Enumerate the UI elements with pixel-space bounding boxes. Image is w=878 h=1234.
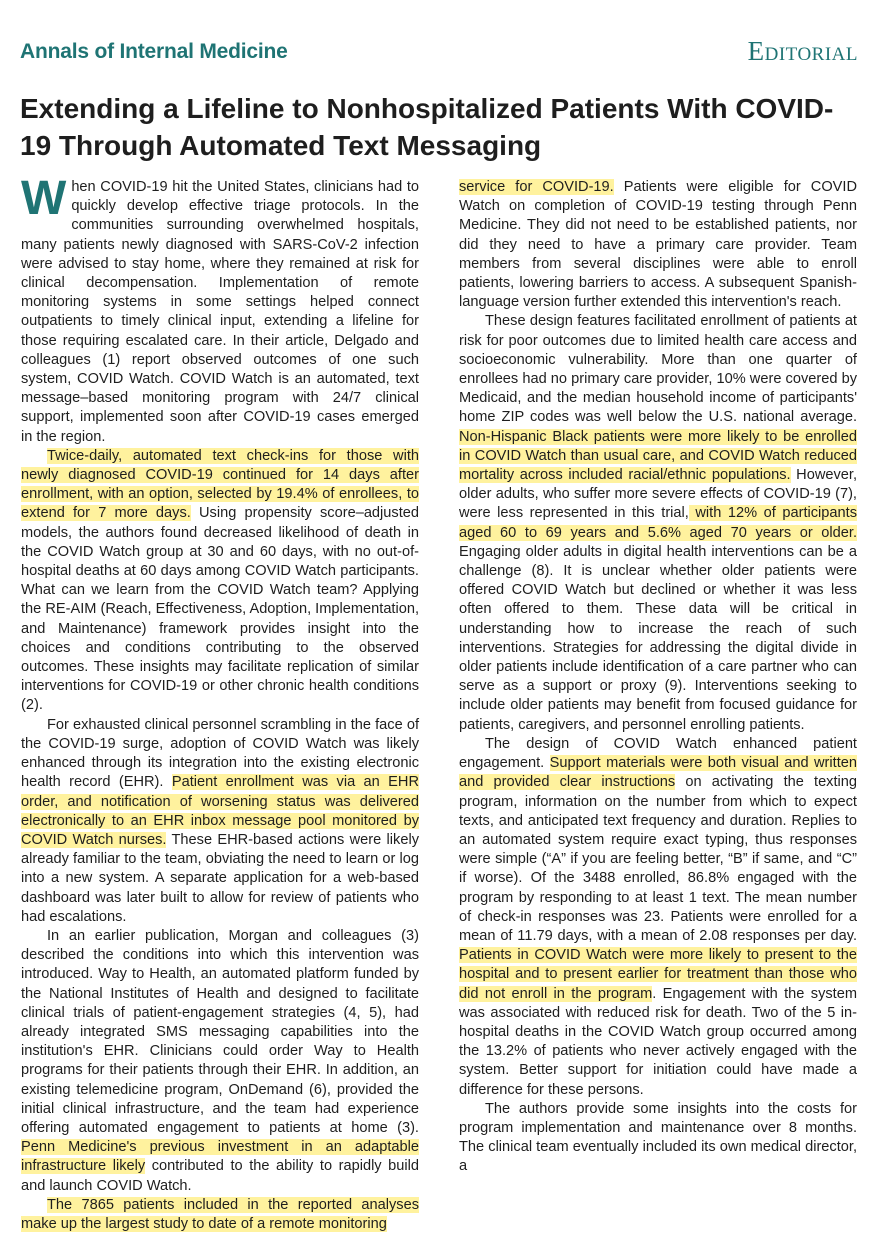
highlighted-text: Penn Medicine's previous investment in an adaptable infrastructure likely — [21, 1139, 419, 1175]
paragraph-text: on activating the texting program, information on the number from which to expect texts, and anticipated text frequency and duration. Replies to an automated system require exact typing, thus responses were simple (“A” if you are feeling better, “B” if same, and “C” if worse). Of the 3488 enrolled, 86.8% engaged with the program by responding to at least 1 text. The mean number of check-in responses was 23. Patients were enrolled for a mean of 11.79 days, with a mean of 2.08 responses per day. — [459, 774, 858, 944]
paragraph-text: These EHR-based actions were likely already familiar to the team, obviating the need to learn or log into a new system. A separate application for a web-based dashboard was later built to allow for review of patients who had escalations. — [21, 831, 419, 925]
section-label: Editorial — [747, 36, 858, 66]
highlighted-text: Twice-daily, automated text check-ins for those with newly diagnosed COVID-19 continued for 14 days after enrollment, with an option, selected by 19.4% of enrollees, to extend for 7 more days. — [21, 447, 419, 522]
paragraph — [21, 1196, 419, 1234]
right-column — [459, 178, 857, 1177]
paragraph-text: For exhausted clinical personnel scrambling in the face of the COVID-19 surge, adoption of COVID Watch was likely enhanced through its integration into the existing electronic health record (EHR). — [21, 716, 419, 791]
paragraph — [459, 1100, 857, 1177]
highlighted-text: Patients in COVID Watch were more likely to present to the hospital and to present earlier for treatment than those who did not enroll in the program — [459, 947, 857, 1002]
paragraph — [21, 447, 419, 716]
highlighted-text: Support materials were both visual and written and provided clear instructions — [459, 755, 857, 791]
paragraph — [21, 927, 419, 1196]
paragraph — [459, 312, 857, 734]
highlighted-text: Patient enrollment was via an EHR order, and notification of worsening status was delivered electronically to an EHR inbox message pool monitored by COVID Watch nurses. — [21, 774, 419, 848]
paragraph-text: . Engagement with the system was associated with reduced risk for death. Two of the 5 in-hospital deaths in the COVID Watch group occurred among the 13.2% of patients who never actively engaged with the system. Better support for initiation could have made a difference for these persons. — [459, 985, 857, 1098]
paragraph-text: These design features facilitated enrollment of patients at risk for poor outcomes due to limited health care access and socioeconomic vulnerability. More than one quarter of enrollees had no primary care provider, 10% were covered by Medicaid, and the median household income of participants' home ZIP codes was well below the U.S. national average. — [459, 313, 857, 426]
drop-cap: W — [21, 172, 67, 225]
paragraph-continued — [459, 178, 857, 312]
left-column — [21, 172, 420, 1234]
paragraph-text: Using propensity score–adjusted models, the authors found decreased likelihood of death in the COVID Watch group at 30 and 60 days, with no out-of-hospital deaths at 60 days among COVID Watch participants. What can we learn from the COVID Watch team? Applying the RE-AIM (Reach, Effectiveness, Adoption, Implementation, and Maintenance) framework provides insight into the choices and conditions contributing to the observed outcomes. These insights may facilitate replication of similar interventions for COVID-19 or other chronic health conditions (2). — [21, 505, 420, 714]
paragraph-text: Patients were eligible for COVID Watch on completion of COVID-19 testing through Penn Medicine. They did not need to be established patients, nor did they need to have a primary care provider. Team members from several disciplines were able to enroll patients, lowering barriers to access. A subsequent Spanish-language version further extended this intervention's reach. — [459, 179, 857, 311]
highlighted-text: The 7865 patients included in the reported analyses make up the largest study to date of a remote monitoring — [21, 1196, 419, 1232]
highlighted-text: with 12% of participants aged 60 to 69 years and 5.6% aged 70 years or older. — [459, 505, 857, 541]
article-title: Extending a Lifeline to Nonhospitalized Patients With COVID-19 Through Automated Text Messaging — [20, 93, 834, 161]
journal-name: Annals of Internal Medicine — [20, 40, 288, 63]
highlighted-text: Non-Hispanic Black patients were more likely to be enrolled in COVID Watch than usual care, and COVID Watch reduced mortality across included racial/ethnic populations. — [459, 428, 857, 484]
paragraph-text: The authors provide some insights into the costs for program implementation and maintenance over 8 months. The clinical team eventually included its own medical director, a — [459, 1100, 857, 1175]
highlighted-text: service for COVID-19. — [459, 179, 614, 195]
paragraph-text: In an earlier publication, Morgan and colleagues (3) described the conditions into which this intervention was introduced. Way to Health, an automated platform funded by the National Institutes of Health and designed to facilitate clinical trials of patient-engagement strategies (4, 5), had already integrated SMS messaging capabilities into the institution's EHR. Clinicians could order Way to Health programs for their patients through their EHR. In addition, an existing telemedicine program, OnDemand (6), provided the initial clinical infrastructure, and the team had experience offering automated engagement to patients at home (3). — [21, 927, 419, 1136]
paragraph-intro — [21, 172, 419, 447]
paragraph — [459, 735, 857, 1100]
paragraph-text: contributed to the ability to rapidly build and launch COVID Watch. — [21, 1158, 419, 1194]
paragraph-text: Engaging older adults in digital health interventions can be a challenge (8). It is unclear whether older patients were offered COVID Watch but declined or whether it was less often offered to them. These data will be critical in understanding how to increase the reach of such interventions. Strategies for addressing the digital divide in older patients include identification of a care partner who can serve as a support or proxy (9). Interventions seeking to include older patients may benefit from focused guidance for patients, caregivers, and personnel enrolling patients. — [459, 543, 857, 733]
paragraph-text: The design of COVID Watch enhanced patient engagement. — [459, 735, 857, 772]
paragraph-text: However, older adults, who suffer more severe effects of COVID-19 (7), were less represented in this trial, — [459, 467, 858, 522]
paragraph — [21, 716, 419, 927]
paragraph-text: hen COVID-19 hit the United States, clinicians had to quickly develop effective triage protocols. In the communities surrounding overwhelmed hospitals, many patients newly diagnosed with SARS-CoV-2 infection were advised to stay home, where they remained at risk for clinical decompensation. Implementation of remote monitoring systems in some settings helped connect outpatients to timely clinical input, extending a lifeline for those requiring escalated care. In their article, Delgado and colleagues (1) report observed outcomes of one such system, COVID Watch. COVID Watch is an automated, text message–based monitoring program with 24/7 clinical support, implemented soon after COVID-19 cases emerged in the region. — [21, 179, 419, 445]
